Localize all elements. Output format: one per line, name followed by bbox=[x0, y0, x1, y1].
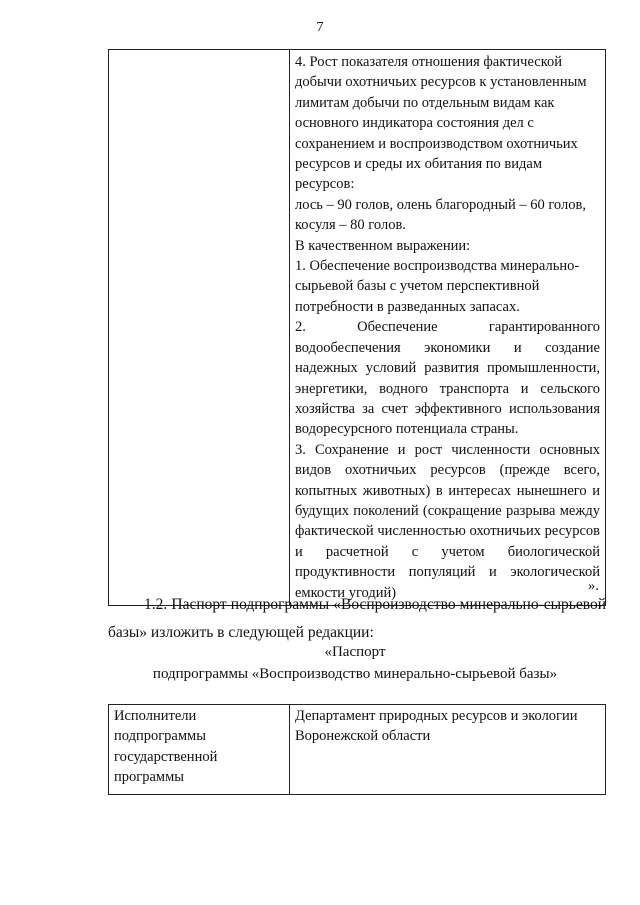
quantitative-indicator-4 bbox=[295, 52, 600, 236]
text-line: ресурсов и среды их обитания по видам ресурсов: bbox=[295, 156, 543, 193]
text-line: сырьевой базы с учетом перспективной bbox=[295, 278, 540, 295]
table-cell-left bbox=[109, 50, 290, 606]
qualitative-heading: В качественном выражении: bbox=[295, 237, 471, 254]
passport-subtitle: подпрограммы «Воспроизводство минерально-сырьевой базы» bbox=[152, 666, 558, 682]
text-line: Воронежской области bbox=[295, 728, 431, 745]
text-line: добычи охотничьих ресурсов к установленным bbox=[295, 74, 587, 91]
text-line: будущих поколений (сокращение разрыва между bbox=[295, 502, 600, 519]
text-line: лимитам добычи по отдельным видам как bbox=[295, 94, 555, 111]
qualitative-item-1 bbox=[295, 256, 600, 317]
text-line: подпрограммы bbox=[114, 728, 206, 745]
indicators-table bbox=[108, 49, 606, 606]
text-line: емкости угодий) bbox=[295, 584, 397, 601]
passport-title: «Паспорт bbox=[324, 644, 386, 660]
text-line: водообеспечения экономики и создание bbox=[295, 339, 600, 356]
table-cell-right bbox=[290, 50, 606, 606]
table-row bbox=[109, 705, 606, 795]
text-line: фактической численностью охотничьих ресурсов bbox=[295, 523, 600, 540]
closing-quote: ». bbox=[588, 578, 599, 594]
table-row bbox=[109, 50, 606, 606]
text-line: основного индикатора состояния дел с bbox=[295, 115, 534, 132]
text-line: сохранением и воспроизводством охотничьих bbox=[295, 135, 578, 152]
body-paragraph-line-2: базы» изложить в следующей редакции: bbox=[108, 624, 374, 641]
passport-table bbox=[108, 704, 606, 795]
text-line: водоресурсного потенциала страны. bbox=[295, 421, 519, 438]
text-line: надежных условий развития промышленности, bbox=[295, 360, 600, 377]
text-line: энергетики, водного транспорта и сельского bbox=[295, 380, 600, 397]
text-line: программы bbox=[114, 769, 184, 786]
executors-value-cell bbox=[290, 705, 606, 795]
text-line: хозяйства за счет эффективного использования bbox=[295, 400, 600, 417]
text-line: и расчетной с учетом биологической bbox=[295, 543, 600, 560]
text-line: 1. Обеспечение воспроизводства минерально- bbox=[295, 258, 580, 275]
executors-label-cell bbox=[109, 705, 290, 795]
text-line: Департамент природных ресурсов и экологии bbox=[295, 708, 578, 724]
text-line: государственной bbox=[114, 748, 218, 765]
text-line: косуля – 80 голов. bbox=[295, 217, 406, 234]
text-line: 4. Рост показателя отношения фактической bbox=[295, 54, 563, 70]
text-line: копытных животных) в интересах нынешнего и bbox=[295, 482, 600, 499]
text-line: Исполнители bbox=[114, 708, 197, 724]
qualitative-item-3 bbox=[295, 440, 600, 603]
text-line: 3. Сохранение и рост численности основных bbox=[295, 441, 600, 458]
text-line: видов охотничьих ресурсов (прежде всего, bbox=[295, 462, 600, 479]
qualitative-item-2 bbox=[295, 317, 600, 439]
page-number: 7 bbox=[316, 20, 324, 35]
text-line: продуктивности популяций и экологической bbox=[295, 564, 600, 581]
text-line: лось – 90 голов, олень благородный – 60 голов, bbox=[295, 196, 586, 213]
body-paragraph-line-1: 1.2. Паспорт подпрограммы «Воспроизводство минерально-сырьевой bbox=[144, 596, 606, 613]
text-line: 2. Обеспечение гарантированного bbox=[295, 319, 600, 336]
text-line: потребности в разведанных запасах. bbox=[295, 298, 520, 315]
